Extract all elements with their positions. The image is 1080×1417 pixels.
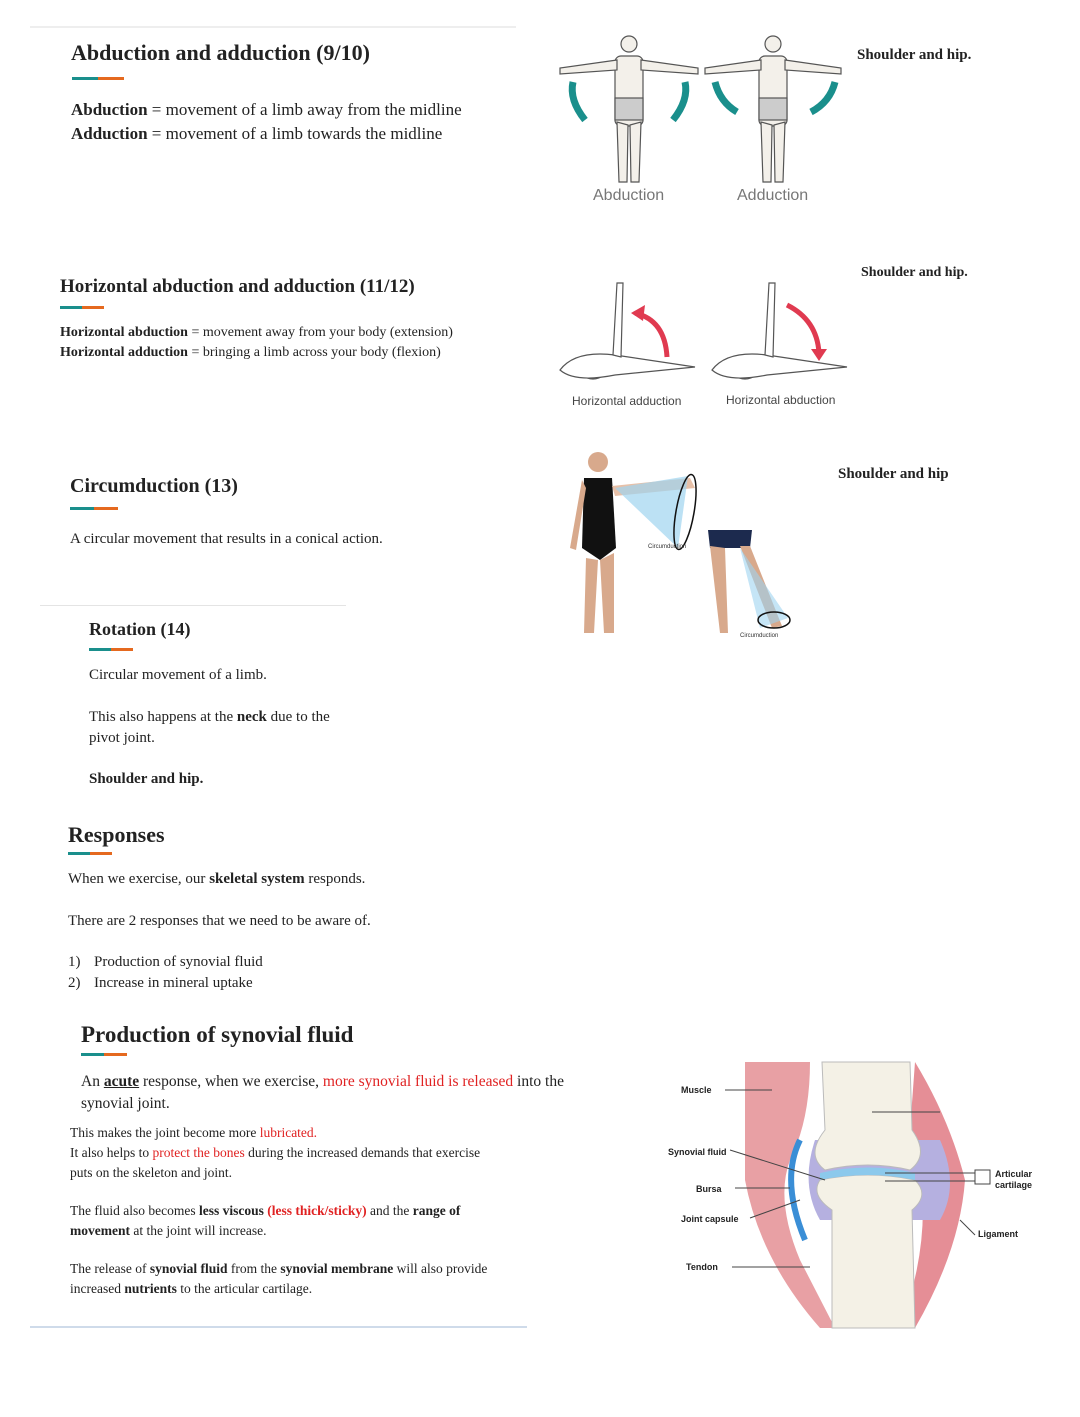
section-title-abduction: Abduction and adduction (9/10) [71, 40, 370, 65]
label-joint-capsule: Joint capsule [681, 1214, 739, 1224]
responses-count: There are 2 responses that we need to be aware of. [68, 913, 371, 929]
label-tendon: Tendon [686, 1262, 718, 1272]
list-item: 2) Increase in mineral uptake [68, 975, 253, 991]
section-title-horizontal: Horizontal abduction and adduction (11/12) [60, 276, 415, 297]
divider [40, 605, 346, 606]
synovial-body: This makes the joint become more lubricated. It also helps to protect the bones during the increased demands that exercise puts on the skeleton and joint. The fluid also becomes less viscous (less thick/sticky) and the range of movement at the joint will increase. The release of synovial fluid from the synovial membrane will also provide increased nutrients to the articular cartilage. [70, 1125, 488, 1296]
title-underline [68, 852, 112, 855]
figure-label-adduction: Adduction [737, 187, 809, 204]
divider [30, 26, 516, 28]
title-underline [70, 507, 118, 510]
figure-label-circumduction-leg: Circumduction [740, 633, 779, 639]
joint-note: Shoulder and hip [838, 466, 949, 482]
label-synovial-fluid: Synovial fluid [668, 1147, 727, 1157]
joint-note: Shoulder and hip. [857, 47, 972, 63]
rotation-joint-note: Shoulder and hip. [89, 771, 204, 787]
label-muscle: Muscle [681, 1085, 712, 1095]
joint-note: Shoulder and hip. [861, 265, 968, 280]
abduction-figure [555, 30, 845, 190]
horizontal-definitions: Horizontal abduction = movement away from your body (extension) Horizontal adduction = bringing a limb across your body (flexion) [60, 325, 453, 360]
divider [30, 1326, 527, 1328]
synovial-intro: An acute response, when we exercise, more synovial fluid is released into the synovial joint. [81, 1073, 564, 1112]
title-underline [72, 77, 124, 80]
responses-list [68, 952, 263, 994]
figure-label-horizontal-adduction: Horizontal adduction [572, 394, 682, 408]
rotation-text-1: Circular movement of a limb. [89, 667, 267, 683]
circumduction-text: A circular movement that results in a conical action. [70, 531, 383, 547]
label-ligament: Ligament [978, 1229, 1019, 1239]
rotation-text-2: This also happens at the neck due to the pivot joint. [89, 709, 330, 746]
list-item: 1) Production of synovial fluid [68, 954, 263, 970]
title-underline [89, 648, 133, 651]
figure-label-horizontal-abduction: Horizontal abduction [726, 393, 836, 407]
responses-intro: When we exercise, our skeletal system responds. [68, 871, 366, 887]
horizontal-figure [555, 275, 855, 390]
title-underline [60, 306, 104, 309]
section-title-circumduction: Circumduction (13) [70, 475, 238, 497]
label-bursa: Bursa [696, 1184, 722, 1194]
section-title-synovial: Production of synovial fluid [81, 1022, 354, 1047]
section-title-rotation: Rotation (14) [89, 619, 191, 639]
figure-label-circumduction-arm: Circumduction [648, 544, 687, 550]
abduction-definitions: Abduction = movement of a limb away from the midline Adduction = movement of a limb towards the midline [71, 100, 462, 143]
section-title-responses: Responses [68, 822, 165, 847]
synovial-joint-diagram [660, 1060, 1060, 1330]
figure-label-abduction: Abduction [593, 187, 665, 204]
label-articular-cartilage: Articular cartilage [995, 1169, 1033, 1190]
title-underline [81, 1053, 127, 1056]
